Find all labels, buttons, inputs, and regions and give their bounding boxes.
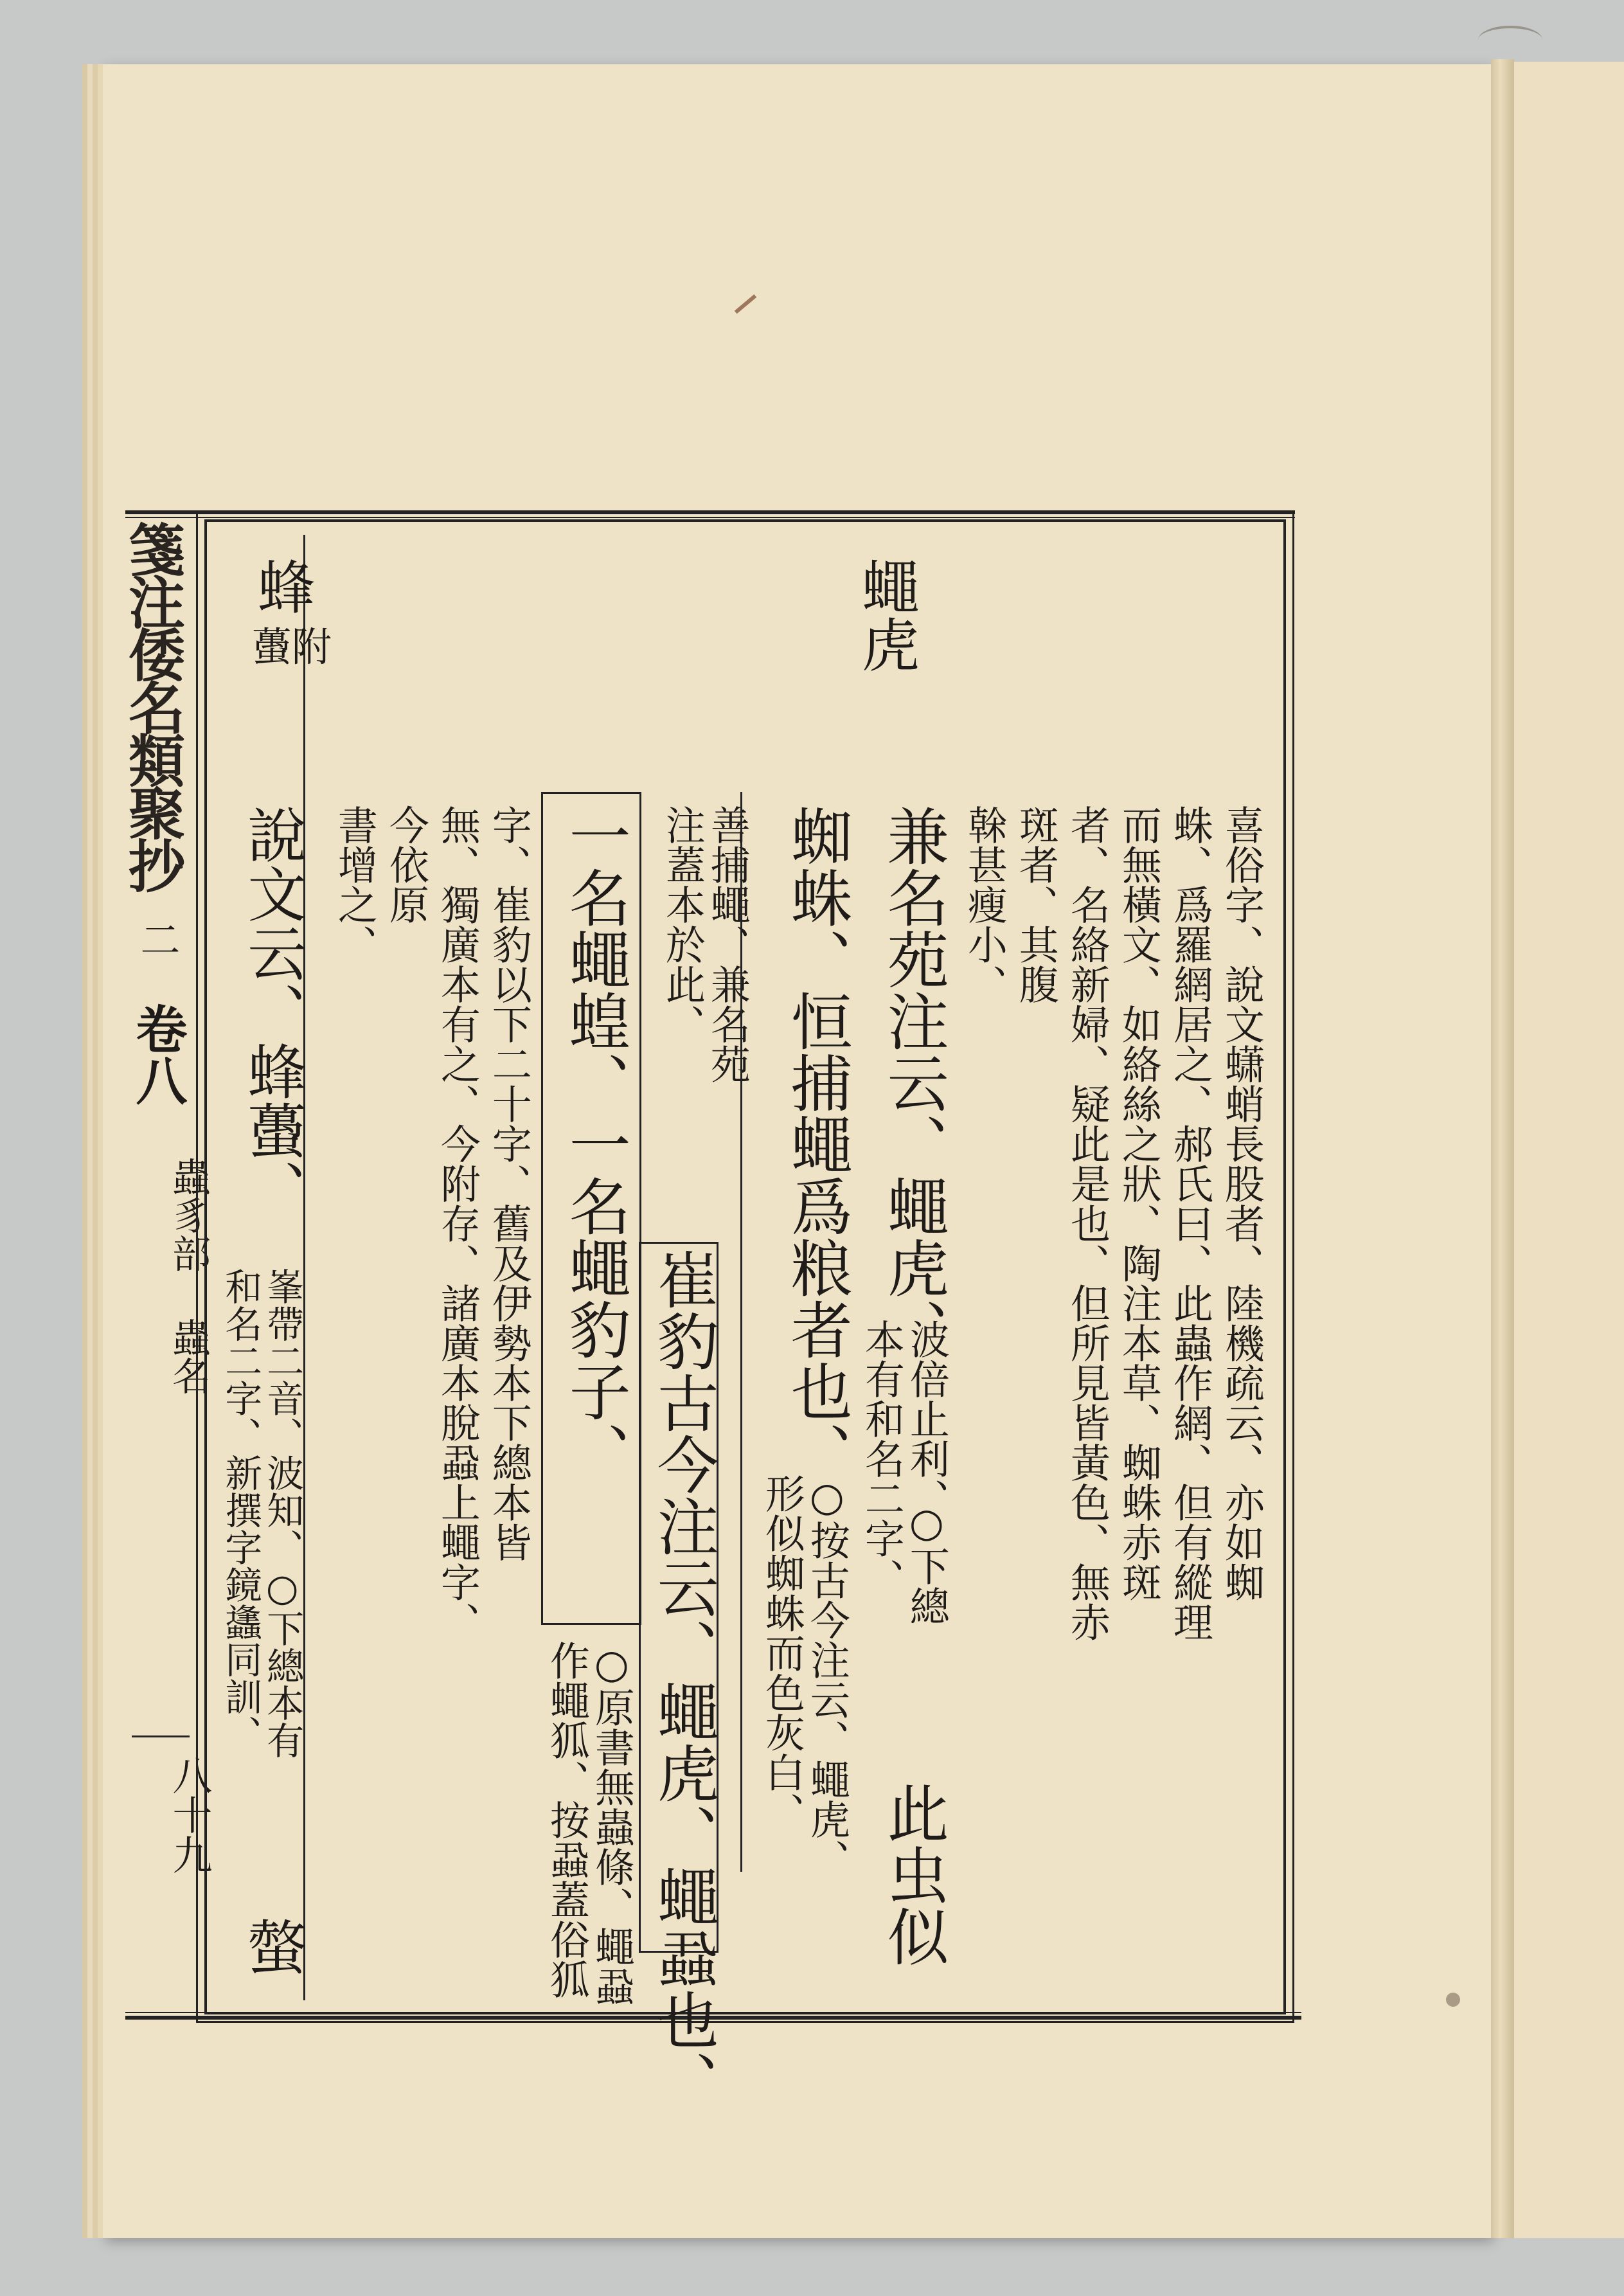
main-text-line: 說文云、蜂蠆、 (238, 805, 307, 1219)
commentary-line: 喜俗字、說文蟏蛸長股者、陸機疏云、亦如蜘 (1218, 805, 1265, 1602)
commentary-line: 注蓋本於此、 (659, 805, 706, 1044)
main-text-line: 螫 (238, 1917, 307, 1976)
page-edge (1491, 59, 1514, 2238)
main-text-line: 此虫似 (877, 1782, 950, 1967)
entry-subheading: 蠆附 (252, 623, 332, 670)
entry-headword: 蠅虎 (851, 557, 919, 673)
inline-note: 波倍止利、 (903, 1319, 950, 1518)
inline-note: 作蠅狐、按蝨蓋俗狐 (543, 1640, 591, 1999)
inline-note: 和名二字、新撰字鏡蠭同訓、 (219, 1268, 263, 1752)
margin-title: 箋注倭名類聚抄 (120, 521, 186, 890)
commentary-line: 而無橫文、如絡絲之狀、陶注本草、蜘蛛赤斑 (1115, 805, 1163, 1602)
inline-note: 本有和名二字、 (858, 1319, 906, 1598)
stain-mark (1446, 1993, 1460, 2007)
boxed-citation-text: 崔豹古今注云、蠅虎、蠅蝨也、 (647, 1248, 720, 2112)
margin-volume-sign: 二 (134, 919, 181, 959)
commentary-line: 榦甚瘦小、 (961, 805, 1008, 1004)
commentary-line: 者、名絡新婦、疑此是也、但所見皆黃色、無赤 (1064, 805, 1111, 1642)
main-text-line: 兼名苑注云、蠅虎、 (877, 805, 950, 1360)
entry-headword: 蜂 (247, 557, 315, 615)
commentary-line: 字、崔豹以下二十字、舊及伊勢本下總本皆 (485, 805, 533, 1562)
main-text-line: 蜘蛛、恒捕蠅爲粮者也、 (781, 805, 853, 1484)
page-number: 八十九 (166, 1755, 213, 1874)
inline-note: 峯帶二音、波知、○下總本有 (260, 1268, 305, 1759)
next-page (1514, 62, 1624, 2238)
text-frame (204, 519, 1286, 2112)
frame-top-rule (125, 510, 1295, 518)
alt-names-text: 一名蠅蝗、一名蠅豹子、 (559, 805, 632, 1484)
margin-subsection: 蟲名 (166, 1318, 211, 1395)
commentary-line: 無、獨廣本有之、今附存、諸廣本脫蝨上蠅字、 (434, 805, 481, 1642)
commentary-line: 斑者、其腹 (1012, 805, 1060, 1004)
margin-section: 蟲豸部 (166, 1157, 211, 1273)
commentary-line: 蛛、爲羅網居之、郝氏曰、此蟲作網、但有縱理 (1166, 805, 1214, 1642)
commentary-line: 今依原 (382, 805, 430, 924)
inline-note: 形似蜘蛛而色灰白、 (758, 1473, 806, 1832)
binding-thread (1478, 26, 1542, 54)
margin-rule (132, 1735, 190, 1744)
inline-note: ○按古今注云、蠅虎、 (803, 1473, 851, 1879)
commentary-line: 書增之、 (331, 805, 379, 964)
inline-note: ○原書無蟲條、蠅蝨 (588, 1640, 636, 2006)
inline-note: ○下總 (903, 1499, 950, 1626)
column-rule (740, 792, 742, 1872)
commentary-line: 善捕蠅、兼名苑 (704, 805, 751, 1084)
margin-volume: 卷八 (127, 1003, 188, 1106)
